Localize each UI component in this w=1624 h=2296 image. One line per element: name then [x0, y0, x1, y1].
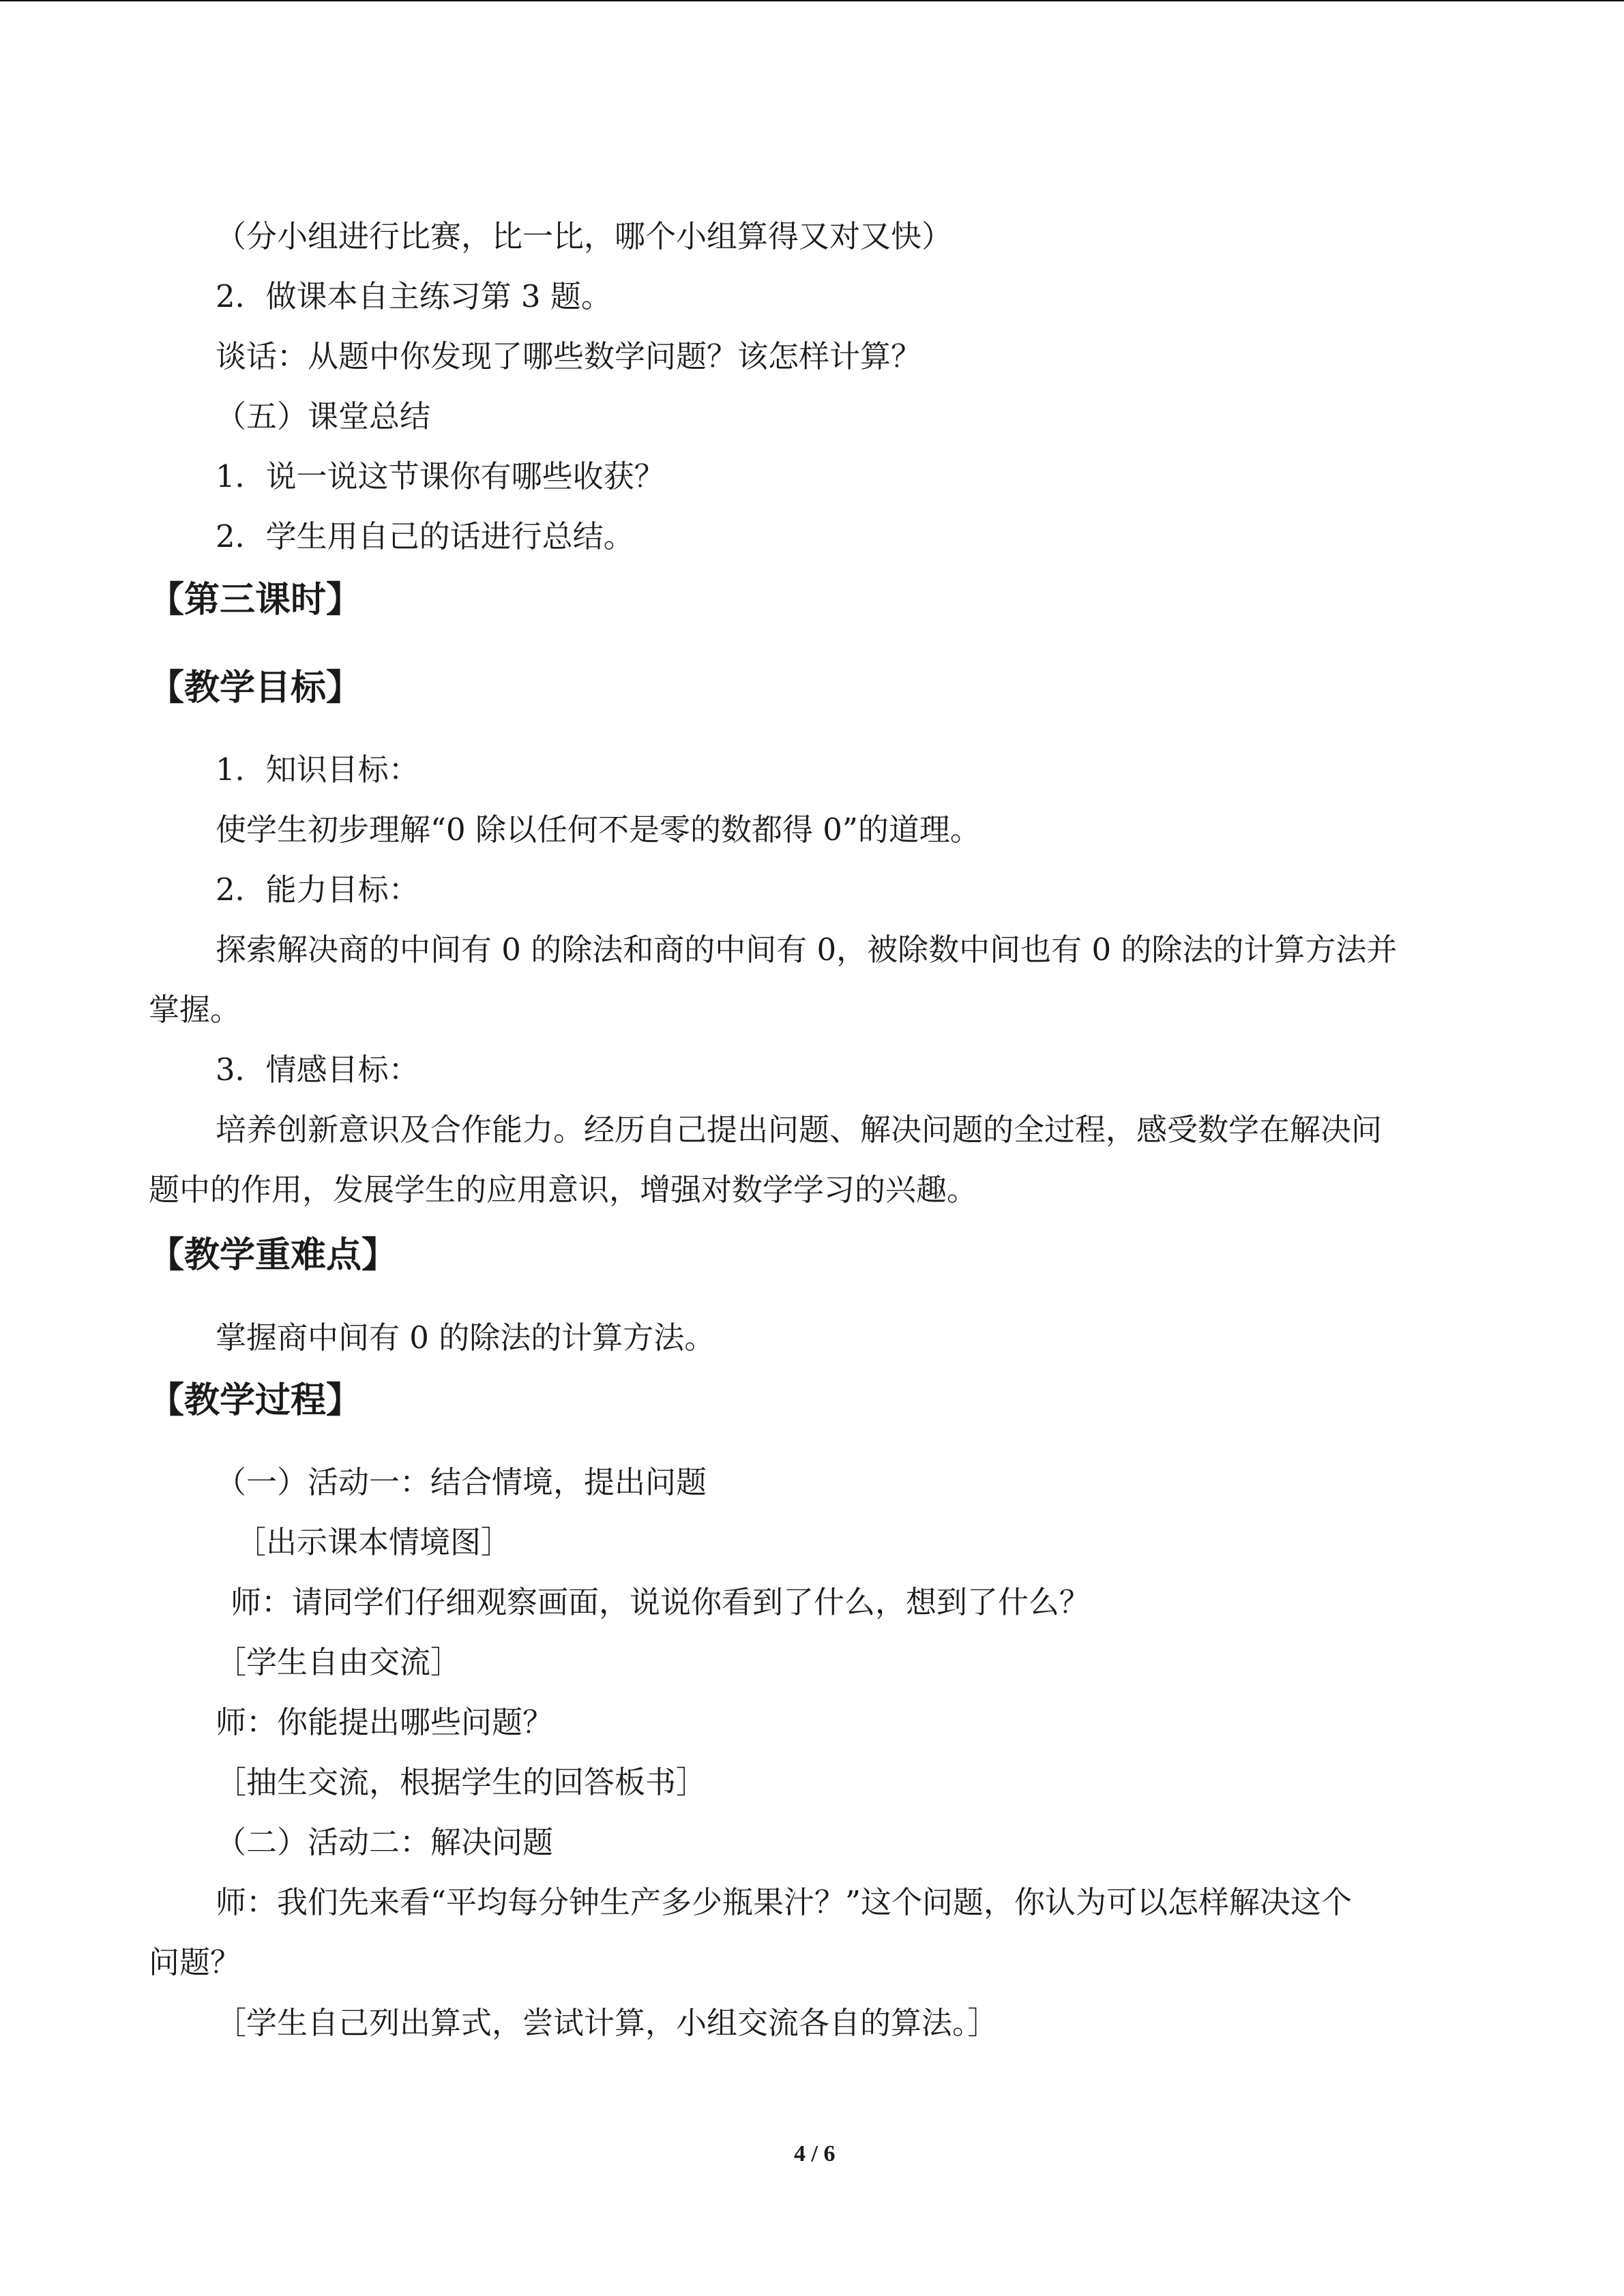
text-line: ［学生自由交流］ [216, 1644, 462, 1680]
page-number: 4 / 6 [794, 2141, 836, 2166]
section-heading-lesson-three: 【第三课时】 [149, 580, 362, 621]
text-line: ［出示课本情境图］ [235, 1524, 512, 1560]
text-line: 掌握。 [149, 992, 241, 1028]
text-line: 师：我们先来看“平均每分钟生产多少瓶果汁？”这个问题，你认为可以怎样解决这个 [216, 1884, 1353, 1920]
text-line: 谈话：从题中你发现了哪些数学问题？该怎样计算？ [216, 338, 922, 374]
text-line: 使学生初步理解“0 除以任何不是零的数都得 0”的道理。 [216, 811, 981, 848]
text-line: 2．学生用自己的话进行总结。 [216, 518, 634, 554]
text-line: ［学生自己列出算式，尝试计算，小组交流各自的算法。］ [216, 2005, 999, 2041]
section-heading-teaching-process: 【教学过程】 [149, 1380, 362, 1421]
text-line: 2．能力目标： [216, 871, 419, 908]
text-line: 探索解决商的中间有 0 的除法和商的中间有 0，被除数中间也有 0 的除法的计算方法并 [216, 931, 1398, 968]
text-line: 2．做课本自主练习第 3 题。 [216, 278, 612, 314]
text-line: 1．知识目标： [216, 751, 419, 788]
text-line: 1．说一说这节课你有哪些收获？ [216, 458, 665, 494]
section-heading-key-points: 【教学重难点】 [149, 1235, 398, 1276]
text-line: 问题？ [149, 1944, 241, 1980]
text-line: 师：你能提出哪些问题？ [216, 1704, 554, 1740]
section-heading-teaching-objectives: 【教学目标】 [149, 668, 362, 709]
text-line: （二）活动二：解决问题 [216, 1824, 554, 1860]
text-line: （一）活动一：结合情境，提出问题 [216, 1464, 707, 1500]
text-line: 培养创新意识及合作能力。经历自己提出问题、解决问题的全过程，感受数学在解决问 [216, 1112, 1383, 1148]
text-line: 题中的作用，发展学生的应用意识，增强对数学学习的兴趣。 [149, 1172, 978, 1208]
text-line: 师：请同学们仔细观察画面，说说你看到了什么，想到了什么？ [231, 1584, 1091, 1620]
text-line: （分小组进行比赛，比一比，哪个小组算得又对又快） [216, 218, 953, 254]
text-line: 掌握商中间有 0 的除法的计算方法。 [216, 1320, 715, 1356]
text-line: （五）课堂总结 [216, 398, 431, 434]
text-line: 3．情感目标： [216, 1052, 419, 1088]
text-line: ［抽生交流，根据学生的回答板书］ [216, 1764, 707, 1800]
